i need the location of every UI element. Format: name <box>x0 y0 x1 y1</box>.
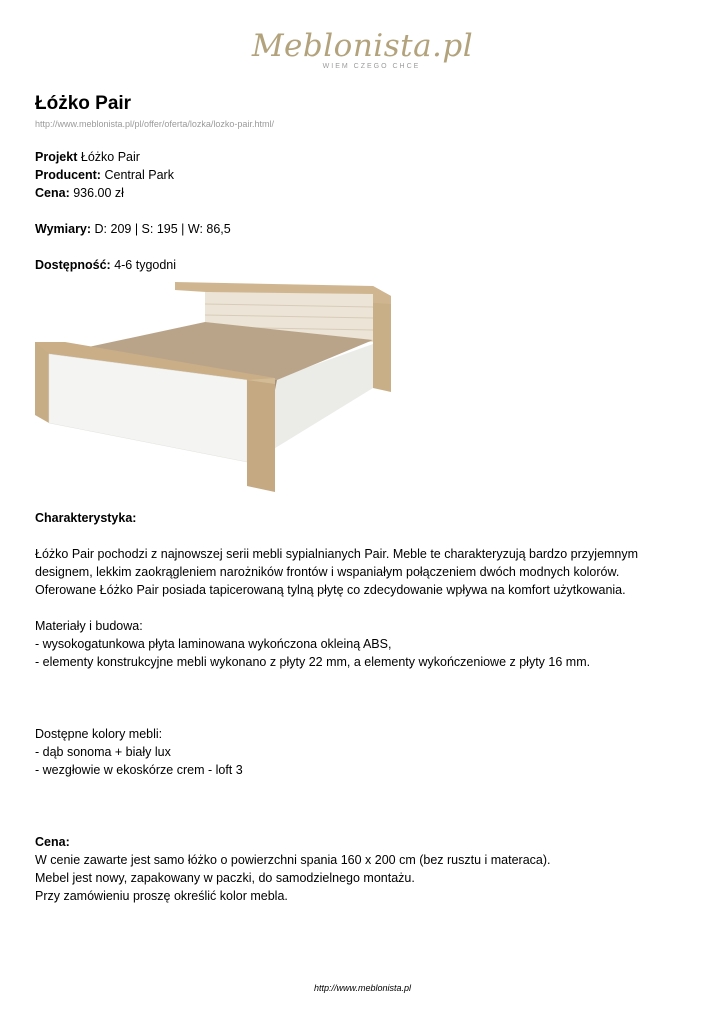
project-label: Projekt <box>35 150 78 164</box>
footer-url[interactable]: http://www.meblonista.pl <box>313 983 412 993</box>
material-item: - wysokogatunkowa płyta laminowana wykończona okleiną ABS, <box>35 637 392 651</box>
detail-project <box>35 148 231 166</box>
price-value: 936.00 zł <box>73 186 124 200</box>
product-details <box>35 148 231 274</box>
detail-price <box>35 184 231 202</box>
description-section <box>35 509 690 905</box>
product-url[interactable]: http://www.meblonista.pl/pl/offer/oferta/lozka/lozko-pair.html/ <box>35 119 274 129</box>
colors-heading: Dostępne kolory mebli: <box>35 727 163 741</box>
description-line: designem, lekkim zaokrągleniem narożników frontów i wspaniałym połączeniem dwóch modnych kolorów. <box>35 565 620 579</box>
bed-product-image <box>35 280 397 493</box>
material-item: - elementy konstrukcyjne mebli wykonano z płyty 22 mm, a elementy wykończeniowe z płyty 16 mm. <box>35 655 591 669</box>
site-logo[interactable] <box>0 28 725 70</box>
characteristics-heading: Charakterystyka: <box>35 511 137 525</box>
price-label: Cena: <box>35 186 70 200</box>
producer-value: Central Park <box>104 168 174 182</box>
producer-label: Producent: <box>35 168 101 182</box>
product-title: Łóżko Pair <box>35 93 132 114</box>
description-line: Oferowane Łóżko Pair posiada tapicerowaną tylną płytę co zdecydowanie wpływa na komfort użytkowania. <box>35 583 626 597</box>
logo-name: Meblonista.pl <box>251 28 474 64</box>
price-info-line: Mebel jest nowy, zapakowany w paczki, do samodzielnego montażu. <box>35 871 415 885</box>
footboard-right-post <box>247 380 275 492</box>
dimensions-label: Wymiary: <box>35 222 92 236</box>
availability-value: 4-6 tygodni <box>114 258 177 272</box>
materials-heading: Materiały i budowa: <box>35 619 143 633</box>
color-item: - wezgłowie w ekoskórze crem - loft 3 <box>35 763 243 777</box>
logo-tagline: WIEM CZEGO CHCE <box>322 63 421 70</box>
footboard-left-post <box>35 342 49 423</box>
price-info-line: W cenie zawarte jest samo łóżko o powierzchni spania 160 x 200 cm (bez rusztu i materaca). <box>35 853 551 867</box>
description-line: Łóżko Pair pochodzi z najnowszej serii mebli sypialnianych Pair. Meble te charakteryzują bardzo przyjemnym <box>35 547 639 561</box>
detail-dimensions <box>35 220 231 238</box>
dimensions-value: D: 209 | S: 195 | W: 86,5 <box>94 222 231 236</box>
detail-availability <box>35 256 231 274</box>
price-heading: Cena: <box>35 835 70 849</box>
project-value: Łóżko Pair <box>80 150 140 164</box>
color-item: - dąb sonoma + biały lux <box>35 745 171 759</box>
availability-label: Dostępność: <box>35 258 111 272</box>
detail-producer <box>35 166 231 184</box>
price-info-line: Przy zamówieniu proszę określić kolor mebla. <box>35 889 288 903</box>
